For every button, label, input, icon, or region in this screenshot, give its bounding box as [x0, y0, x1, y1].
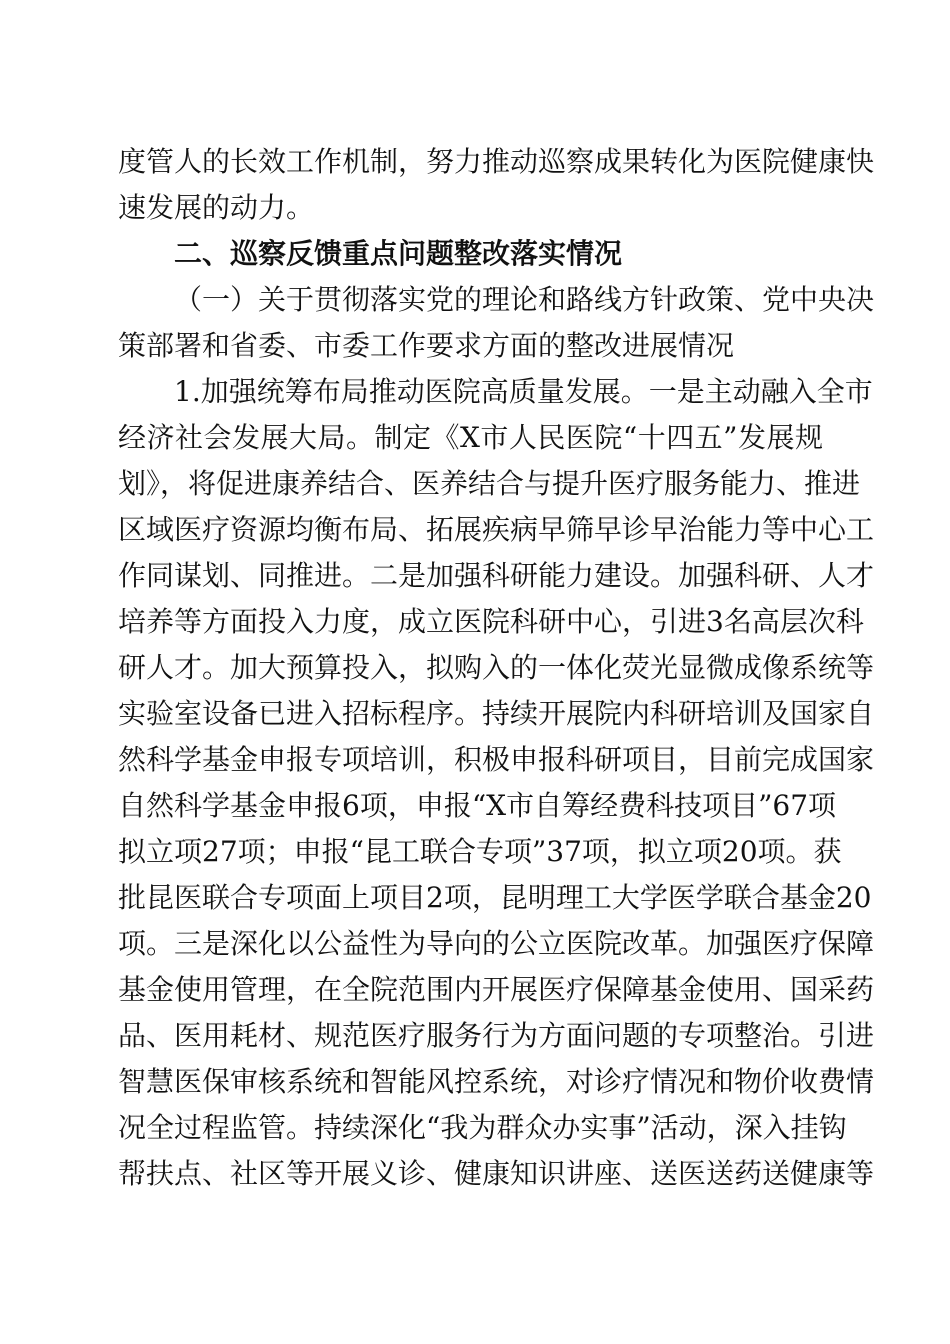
body-line: 况全过程监管。持续深化“我为群众办实事”活动，深入挂钩 [118, 1111, 847, 1144]
body-line: 培养等方面投入力度，成立医院科研中心，引进3名高层次科 [118, 605, 864, 638]
body-line: 自然科学基金申报6项，申报“X市自筹经费科技项目”67项 [118, 789, 837, 822]
body-line: 研人才。加大预算投入，拟购入的一体化荧光显微成像系统等 [118, 651, 875, 684]
body-line: 基金使用管理，在全院范围内开展医疗保障基金使用、国采药 [118, 973, 875, 1006]
body-line: 速发展的动力。 [118, 191, 315, 224]
body-line: 品、医用耗材、规范医疗服务行为方面问题的专项整治。引进 [118, 1019, 875, 1052]
body-line: 作同谋划、同推进。二是加强科研能力建设。加强科研、人才 [118, 559, 875, 592]
section-heading: 二、巡察反馈重点问题整改落实情况 [174, 237, 623, 270]
body-line: 帮扶点、社区等开展义诊、健康知识讲座、送医送药送健康等 [118, 1157, 875, 1190]
body-line: 然科学基金申报专项培训，积极申报科研项目，目前完成国家 [118, 743, 875, 776]
body-line: 批昆医联合专项面上项目2项，昆明理工大学医学联合基金20 [118, 881, 872, 914]
body-line: 智慧医保审核系统和智能风控系统，对诊疗情况和物价收费情 [118, 1065, 875, 1098]
body-line: 实验室设备已进入招标程序。持续开展院内科研培训及国家自 [118, 697, 875, 730]
body-line: 项。三是深化以公益性为导向的公立医院改革。加强医疗保障 [118, 927, 875, 960]
body-line: 拟立项27项；申报“昆工联合专项”37项，拟立项20项。获 [118, 835, 842, 868]
body-line: 度管人的长效工作机制，努力推动巡察成果转化为医院健康快 [118, 145, 875, 178]
subsection-heading: （一）关于贯彻落实党的理论和路线方针政策、党中央决 [174, 283, 875, 316]
body-line: 区域医疗资源均衡布局、拓展疾病早筛早诊早治能力等中心工 [118, 513, 875, 546]
body-line: 1.加强统筹布局推动医院高质量发展。一是主动融入全市 [174, 375, 873, 408]
body-line: 划》，将促进康养结合、医养结合与提升医疗服务能力、推进 [118, 467, 861, 500]
subsection-heading: 策部署和省委、市委工作要求方面的整改进展情况 [118, 329, 735, 362]
body-line: 经济社会发展大局。制定《X市人民医院“十四五”发展规 [118, 421, 823, 454]
